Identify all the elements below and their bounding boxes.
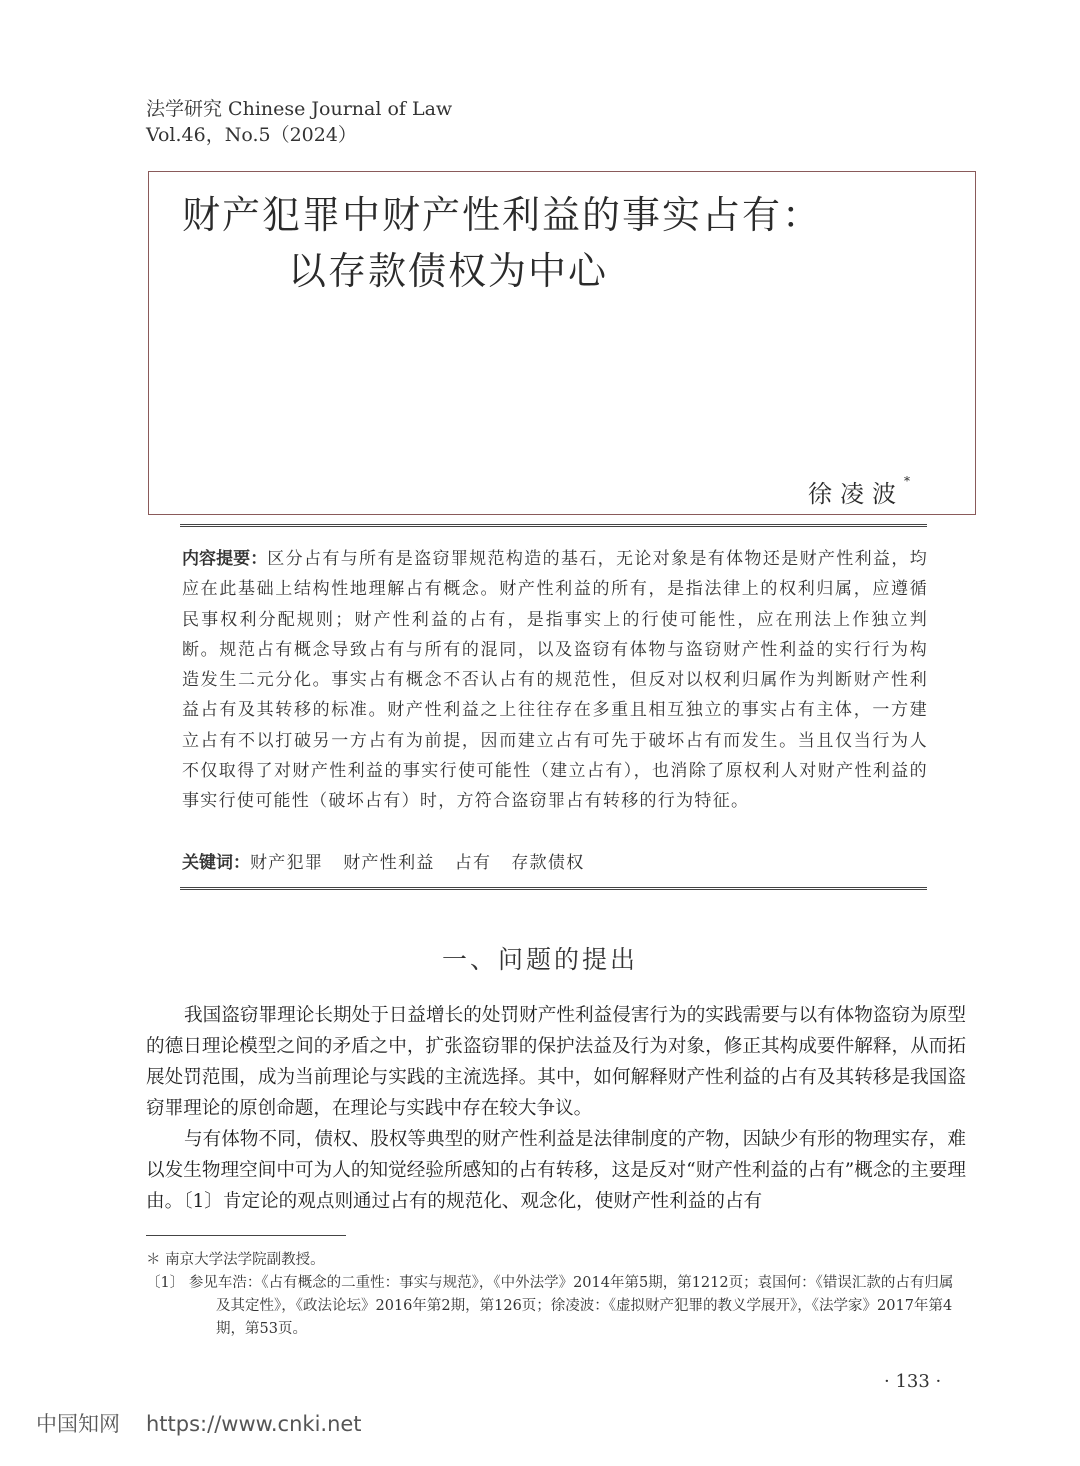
keywords (182, 848, 605, 873)
page-number: · 133 · (884, 1371, 942, 1392)
abstract (182, 544, 928, 817)
journal-name: 法学研究 Chinese Journal of Law (146, 98, 453, 120)
keyword: 财产性利益 (343, 853, 435, 873)
article-title-line1: 财产犯罪中财产性利益的事实占有： (182, 193, 823, 237)
footnote-author: ＊ 南京大学法学院副教授。 (146, 1252, 325, 1268)
author-name: 徐凌波 (808, 480, 904, 508)
keyword: 存款债权 (511, 853, 585, 873)
journal-header (146, 96, 452, 148)
watermark-url: https://www.cnki.net (146, 1412, 362, 1436)
body-text (146, 1000, 966, 1217)
footnote-1: 〔1〕 参见车浩：《占有概念的二重性：事实与规范》，《中外法学》2014年第5期，第1212页；袁国何：《错误汇款的占有归属及其定性》，《政法论坛》2016年第2期，第126页；徐凌波：《虚拟财产犯罪的教义学展开》，《法学家》2017年第4期，第53页。 (146, 1275, 954, 1337)
author-footnote-mark: * (904, 474, 910, 488)
abstract-label: 内容提要： (182, 549, 268, 569)
watermark-brand: 中国知网 (36, 1412, 120, 1436)
author (808, 474, 910, 509)
section-heading: 一、问题的提出 (441, 945, 638, 974)
paragraph: 与有体物不同，债权、股权等典型的财产性利益是法律制度的产物，因缺少有形的物理实存，难以发生物理空间中可为人的知觉经验所感知的占有转移，这是反对“财产性利益的占有”概念的主要理由。〔1〕肯定论的观点则通过占有的规范化、观念化，使财产性利益的占有 (146, 1129, 966, 1212)
keyword: 占有 (454, 853, 492, 873)
abstract-top-rule (180, 524, 927, 527)
keyword: 财产犯罪 (250, 853, 324, 873)
journal-volume: Vol.46，No.5（2024） (146, 124, 357, 146)
abstract-bottom-rule (180, 887, 927, 890)
article-title-line2: 以存款债权为中心 (288, 249, 609, 293)
cnki-watermark (36, 1408, 362, 1438)
keywords-label: 关键词： (182, 853, 250, 873)
footnotes (146, 1249, 966, 1341)
footnote-rule (146, 1235, 346, 1236)
abstract-text: 区分占有与所有是盗窃罪规范构造的基石，无论对象是有体物还是财产性利益，均应在此基础上结构性地理解占有概念。财产性利益的所有，是指法律上的权利归属，应遵循民事权利分配规则；财产性利益的占有，是指事实上的行使可能性，应在刑法上作独立判断。规范占有概念导致占有与所有的混同，以及盗窃有体物与盗窃财产性利益的实行行为构造发生二元分化。事实占有概念不否认占有的规范性，但反对以权利归属作为判断财产性利益占有及其转移的标准。财产性利益之上往往存在多重且相互独立的事实占有主体，一方建立占有不以打破另一方占有为前提，因而建立占有可先于破坏占有而发生。当且仅当行为人不仅取得了对财产性利益的事实行使可能性（建立占有），也消除了原权利人对财产性利益的事实行使可能性（破坏占有）时，方符合盗窃罪占有转移的行为特征。 (182, 549, 928, 812)
paragraph: 我国盗窃罪理论长期处于日益增长的处罚财产性利益侵害行为的实践需要与以有体物盗窃为原型的德日理论模型之间的矛盾之中，扩张盗窃罪的保护法益及行为对象，修正其构成要件解释，从而拓展处罚范围，成为当前理论与实践的主流选择。其中，如何解释财产性利益的占有及其转移是我国盗窃罪理论的原创命题，在理论与实践中存在较大争议。 (146, 1005, 966, 1119)
